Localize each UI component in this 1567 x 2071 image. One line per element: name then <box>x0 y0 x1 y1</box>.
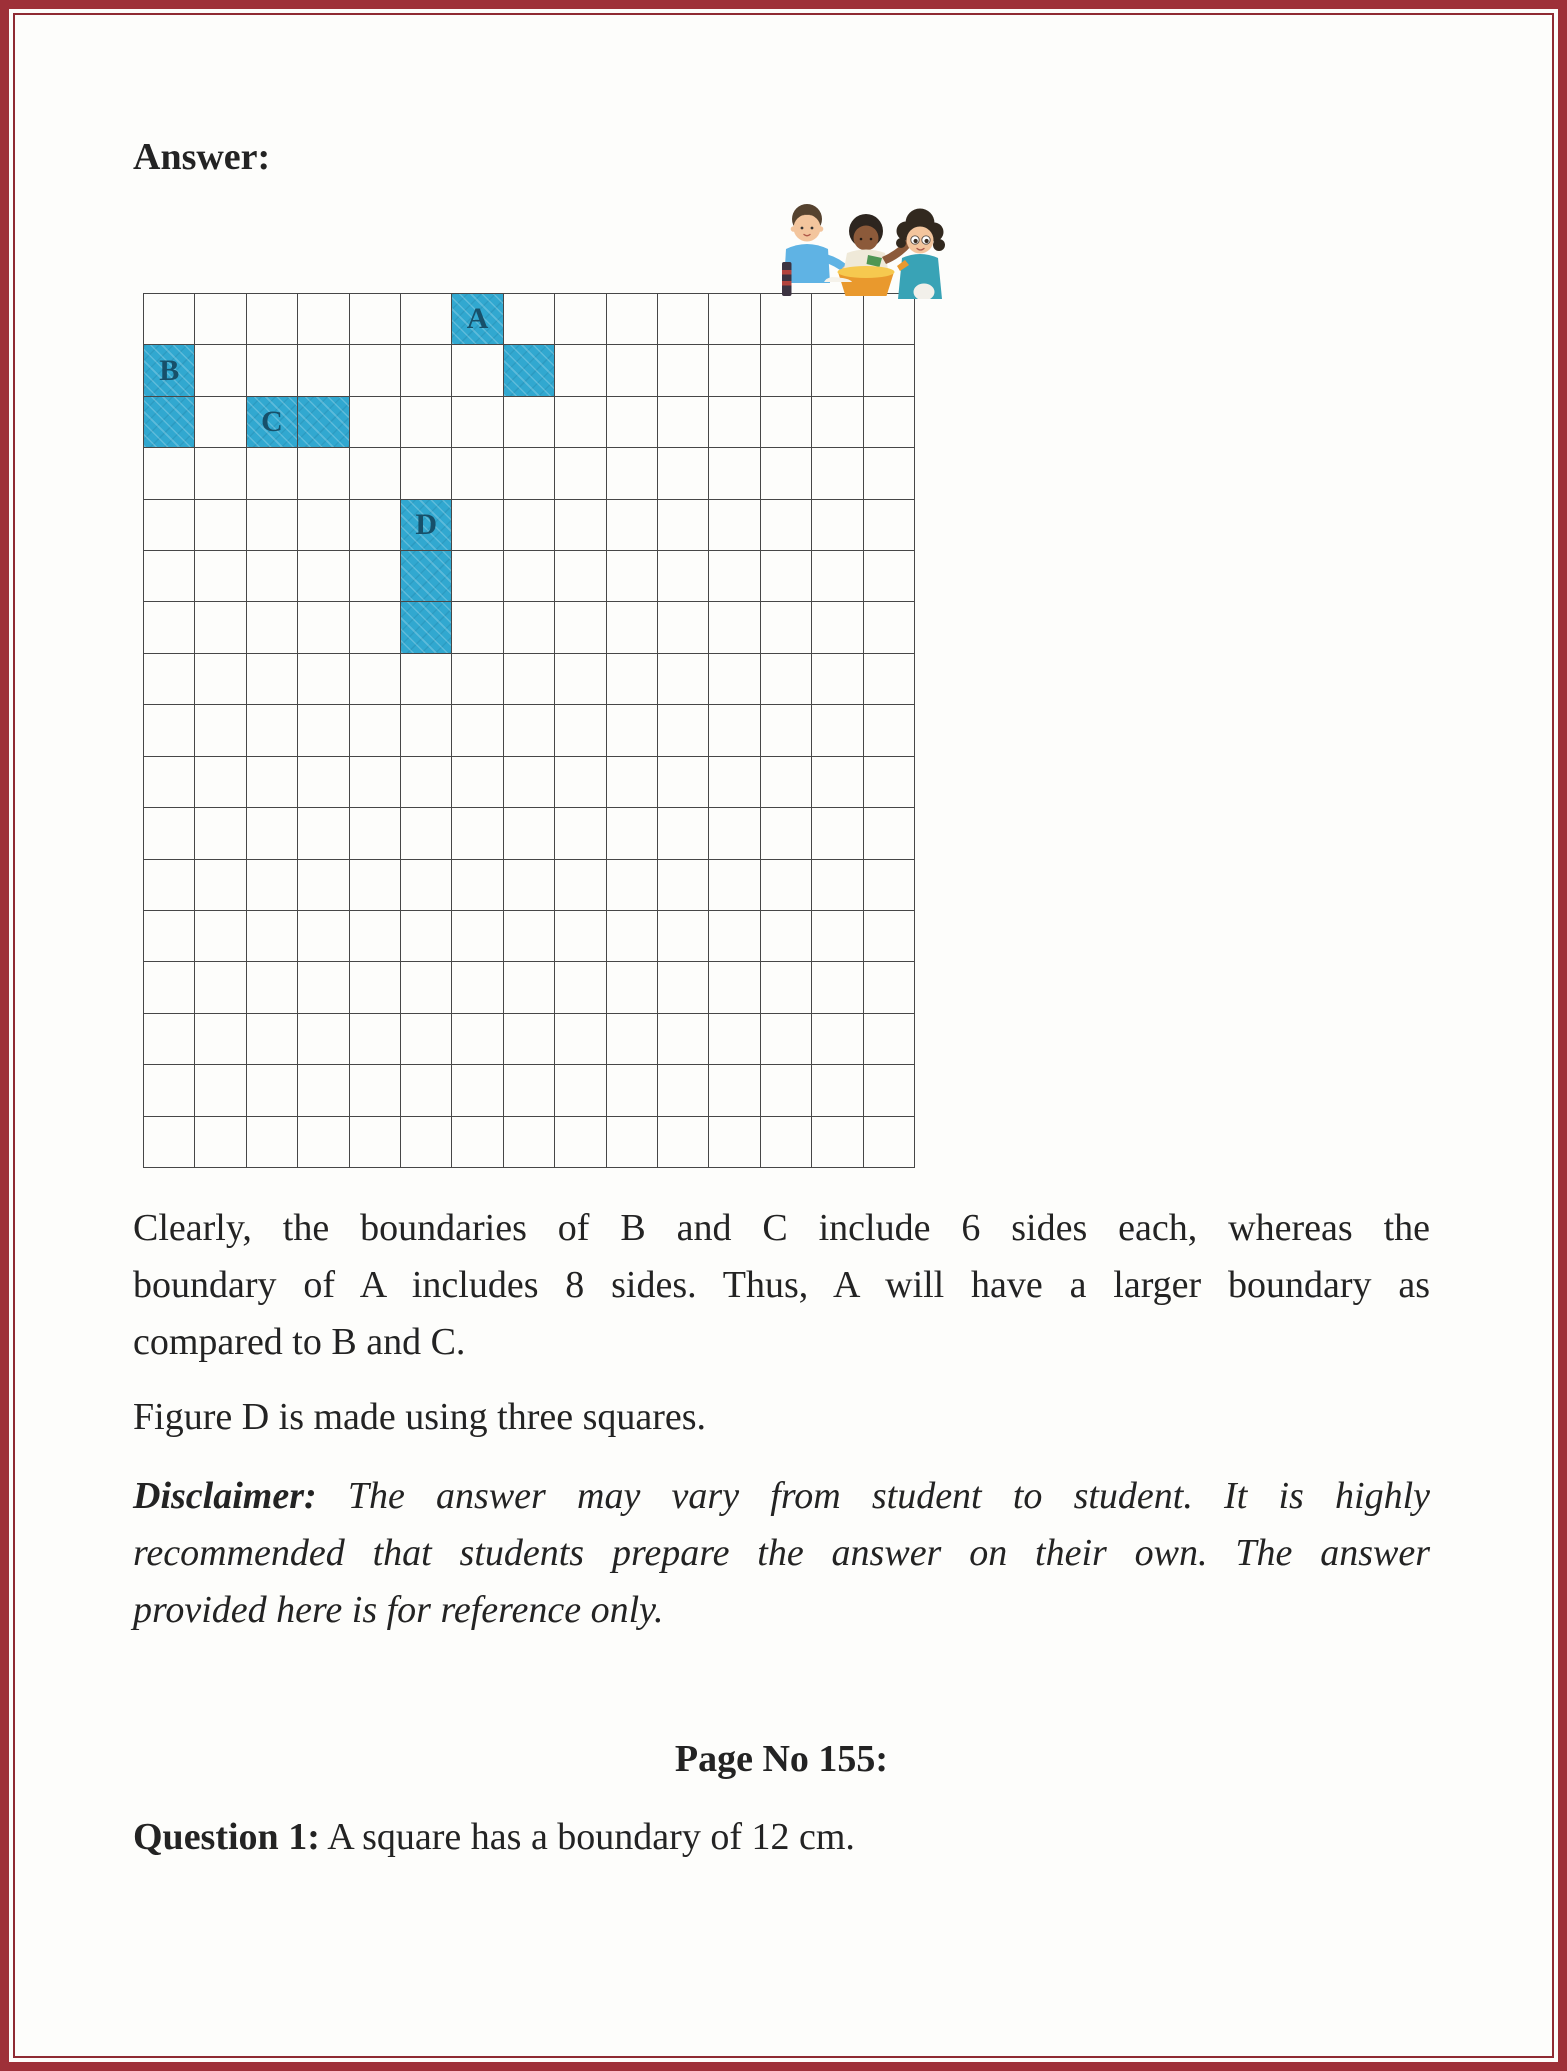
grid-cell <box>247 654 298 705</box>
paragraph-line <box>133 1468 1430 1525</box>
grid-cell <box>350 1117 401 1168</box>
grid-cell <box>607 1065 658 1116</box>
grid-cell <box>401 757 452 808</box>
grid-cell <box>607 1117 658 1168</box>
grid-cell <box>350 757 401 808</box>
grid-cell <box>144 757 195 808</box>
grid-cell <box>555 294 606 345</box>
grid-cell <box>195 500 246 551</box>
grid-cell <box>247 602 298 653</box>
grid-cell <box>247 1014 298 1065</box>
grid-cell <box>555 705 606 756</box>
grid-cell <box>350 500 401 551</box>
grid-cell <box>504 705 555 756</box>
grid-cell <box>812 1065 863 1116</box>
grid-cell <box>504 757 555 808</box>
grid-cell <box>607 1014 658 1065</box>
grid-cell <box>144 808 195 859</box>
grid-cell <box>658 1014 709 1065</box>
grid-cell <box>350 397 401 448</box>
grid-cell <box>195 1014 246 1065</box>
figure-label-C: C <box>261 405 283 439</box>
grid-cell <box>504 962 555 1013</box>
grid-cell <box>658 911 709 962</box>
grid-cell <box>555 654 606 705</box>
grid-cell <box>607 757 658 808</box>
grid-cell <box>812 962 863 1013</box>
grid-cell <box>709 705 760 756</box>
grid-cell <box>709 860 760 911</box>
grid-cell <box>812 294 863 345</box>
explanation-paragraph <box>133 1200 1430 1371</box>
grid-cell-shaded <box>298 397 349 448</box>
grid-cell <box>864 808 915 859</box>
grid-cell <box>298 654 349 705</box>
grid-cell <box>452 397 503 448</box>
grid-cell <box>709 294 760 345</box>
grid-cell <box>452 345 503 396</box>
grid-cell <box>504 1014 555 1065</box>
grid-cell <box>452 911 503 962</box>
grid-cell <box>761 962 812 1013</box>
grid-cell <box>144 551 195 602</box>
grid-cell <box>555 602 606 653</box>
grid-cell <box>555 860 606 911</box>
grid-cell <box>864 602 915 653</box>
grid-cell <box>658 962 709 1013</box>
answer-grid <box>143 293 915 1168</box>
grid-cell <box>401 1065 452 1116</box>
disclaimer-text: The answer may vary from student to student. It is highly <box>316 1475 1430 1517</box>
grid-cell <box>761 397 812 448</box>
grid-cell <box>761 757 812 808</box>
grid-cell <box>401 1117 452 1168</box>
paragraph-line: compared to B and C. <box>133 1321 466 1363</box>
grid-cell <box>658 294 709 345</box>
grid-cell <box>709 1014 760 1065</box>
grid-cell <box>812 345 863 396</box>
paragraph-line: Clearly, the boundaries of B and C include 6 sides each, whereas the <box>133 1207 1430 1249</box>
grid-cell <box>195 345 246 396</box>
grid-cell <box>452 448 503 499</box>
grid-cell <box>350 448 401 499</box>
grid-cell <box>607 860 658 911</box>
page-number-heading: Page No 155: <box>674 1738 889 1780</box>
grid-cell <box>195 860 246 911</box>
grid-cell <box>812 397 863 448</box>
grid-cell <box>401 294 452 345</box>
grid-cell <box>144 500 195 551</box>
grid-cell <box>658 448 709 499</box>
grid-cell <box>401 705 452 756</box>
grid-cell <box>864 705 915 756</box>
grid-cell <box>812 602 863 653</box>
grid-cell <box>144 962 195 1013</box>
grid-cell <box>195 397 246 448</box>
grid-cell <box>195 757 246 808</box>
grid-cell <box>761 654 812 705</box>
grid-cell <box>350 654 401 705</box>
grid-cell <box>298 860 349 911</box>
grid-cell <box>452 551 503 602</box>
grid-cell <box>607 345 658 396</box>
grid-cell <box>555 551 606 602</box>
grid-cell <box>452 1014 503 1065</box>
grid-cell <box>812 1014 863 1065</box>
grid-cell <box>709 808 760 859</box>
grid-cell <box>864 551 915 602</box>
grid-cell <box>761 808 812 859</box>
grid-cell <box>144 1065 195 1116</box>
grid-cell <box>298 602 349 653</box>
grid-cell <box>607 808 658 859</box>
grid-cell <box>401 860 452 911</box>
question-label: Question 1: <box>133 1816 320 1858</box>
grid-cell <box>607 911 658 962</box>
grid-cell <box>658 757 709 808</box>
grid-cell <box>298 705 349 756</box>
grid-cell <box>298 1014 349 1065</box>
grid-cell <box>658 654 709 705</box>
grid-cell <box>812 448 863 499</box>
girl-right-figure <box>896 209 945 300</box>
grid-cell <box>401 808 452 859</box>
grid-cell <box>761 705 812 756</box>
grid-cell <box>864 757 915 808</box>
grid-cell <box>709 1117 760 1168</box>
grid-cell <box>555 397 606 448</box>
grid-cell <box>504 1065 555 1116</box>
grid-cell <box>812 551 863 602</box>
paragraph-line: recommended that students prepare the answer on their own. The answer <box>133 1532 1430 1574</box>
grid-cell <box>401 654 452 705</box>
grid-cell <box>247 294 298 345</box>
grid-cell <box>709 345 760 396</box>
grid-cell <box>864 1065 915 1116</box>
grid-cell <box>298 448 349 499</box>
grid-cell <box>350 911 401 962</box>
grid-cell <box>350 808 401 859</box>
grid-cell <box>709 654 760 705</box>
grid-cell <box>812 654 863 705</box>
disclaimer-paragraph <box>133 1468 1430 1639</box>
grid-cell <box>761 1065 812 1116</box>
grid-cell <box>761 911 812 962</box>
grid-cell <box>607 448 658 499</box>
grid-cell <box>504 654 555 705</box>
grid-cell <box>144 294 195 345</box>
grid-cell <box>864 654 915 705</box>
paragraph-line: boundary of A includes 8 sides. Thus, A will have a larger boundary as <box>133 1264 1430 1306</box>
grid-cell-shaded <box>504 345 555 396</box>
figure-d-paragraph: Figure D is made using three squares. <box>133 1396 707 1438</box>
grid-cell <box>709 602 760 653</box>
grid-cell <box>452 1065 503 1116</box>
grid-cell <box>864 962 915 1013</box>
grid-cell-shaded <box>144 397 195 448</box>
grid-cell <box>350 294 401 345</box>
grid-cell <box>864 294 915 345</box>
grid-cell-shaded <box>401 602 452 653</box>
grid-cell <box>350 602 401 653</box>
grid-cell <box>658 551 709 602</box>
grid-cell <box>350 1014 401 1065</box>
grid-cell <box>195 705 246 756</box>
grid-cell <box>401 911 452 962</box>
grid-cell <box>247 808 298 859</box>
grid-cell <box>247 705 298 756</box>
grid-cell <box>298 500 349 551</box>
grid-cell <box>452 602 503 653</box>
grid-cell <box>401 1014 452 1065</box>
grid-cell <box>607 962 658 1013</box>
question-line <box>133 1809 1430 1866</box>
grid-cell <box>812 500 863 551</box>
grid-cell <box>761 602 812 653</box>
grid-cell <box>864 1117 915 1168</box>
grid-cell <box>555 448 606 499</box>
grid-cell <box>658 500 709 551</box>
grid-cell <box>658 808 709 859</box>
children-illustration <box>774 200 956 299</box>
grid-cell <box>812 705 863 756</box>
grid-cell <box>555 1014 606 1065</box>
grid-cell <box>144 602 195 653</box>
grid-cell <box>504 808 555 859</box>
grid-cell <box>504 448 555 499</box>
grid-cell <box>555 500 606 551</box>
grid-cell <box>350 345 401 396</box>
grid-cell-shaded <box>247 397 298 448</box>
grid-cell <box>298 808 349 859</box>
grid-cell <box>658 602 709 653</box>
grid-cell <box>555 962 606 1013</box>
grid-cell <box>247 551 298 602</box>
disclaimer-label: Disclaimer: <box>133 1475 317 1517</box>
grid-cell <box>607 551 658 602</box>
grid-cell <box>247 500 298 551</box>
grid-cell <box>452 860 503 911</box>
answer-heading: Answer: <box>133 136 271 178</box>
grid-cell <box>864 448 915 499</box>
grid-cell <box>452 500 503 551</box>
grid-cell <box>864 1014 915 1065</box>
grid-cell <box>247 1065 298 1116</box>
grid-cell <box>555 1117 606 1168</box>
grid-cell <box>298 1117 349 1168</box>
grid-cell <box>864 860 915 911</box>
grid-cell <box>864 911 915 962</box>
grid-cell <box>658 397 709 448</box>
grid-cell <box>452 1117 503 1168</box>
grid-cell <box>658 1065 709 1116</box>
grid-cell <box>504 294 555 345</box>
grid-cell <box>144 654 195 705</box>
paragraph-line: provided here is for reference only. <box>133 1589 664 1631</box>
grid-cell <box>350 705 401 756</box>
grid-cell <box>658 860 709 911</box>
grid-cell <box>555 345 606 396</box>
grid-cell <box>195 551 246 602</box>
grid-cell <box>144 1117 195 1168</box>
grid-cell <box>298 294 349 345</box>
grid-cell <box>812 911 863 962</box>
grid-cell <box>350 1065 401 1116</box>
grid-cell <box>555 1065 606 1116</box>
grid-cell <box>607 654 658 705</box>
grid-cell <box>658 1117 709 1168</box>
grid-cell <box>761 551 812 602</box>
grid-cell <box>452 808 503 859</box>
grid-cell <box>709 757 760 808</box>
grid-cell-shaded <box>144 345 195 396</box>
grid-cell <box>247 345 298 396</box>
grid-cell <box>144 705 195 756</box>
grid-cell <box>864 397 915 448</box>
grid-cell <box>504 911 555 962</box>
figure-label-B: B <box>159 353 180 387</box>
grid-cell-shaded <box>401 500 452 551</box>
grid-cell <box>195 808 246 859</box>
grid-cell <box>709 500 760 551</box>
grid-cell <box>864 345 915 396</box>
grid-cell <box>658 705 709 756</box>
grid-cell <box>350 962 401 1013</box>
grid-cell <box>709 962 760 1013</box>
grid-cell <box>812 1117 863 1168</box>
grid-cell <box>401 962 452 1013</box>
grid-cell <box>452 654 503 705</box>
grid-cell <box>144 448 195 499</box>
grid-cell <box>195 1065 246 1116</box>
grid-cell <box>401 448 452 499</box>
grid-cell <box>144 1014 195 1065</box>
grid-cell <box>195 294 246 345</box>
grid-cell <box>812 808 863 859</box>
grid-cell <box>709 911 760 962</box>
grid-cell <box>452 705 503 756</box>
grid-cell <box>298 345 349 396</box>
grid-cell <box>709 551 760 602</box>
grid-cell <box>607 500 658 551</box>
grid-cell <box>761 345 812 396</box>
grid-cell <box>812 757 863 808</box>
grid-cell <box>247 448 298 499</box>
question-text: A square has a boundary of 12 cm. <box>319 1816 855 1858</box>
grid-cell <box>195 962 246 1013</box>
grid-cell <box>195 911 246 962</box>
grid-cell <box>504 1117 555 1168</box>
grid-cell <box>761 294 812 345</box>
grid-cell <box>709 1065 760 1116</box>
grid-cell <box>298 551 349 602</box>
grid-cell <box>195 602 246 653</box>
grid-cell <box>555 911 606 962</box>
grid-cell-shaded <box>452 294 503 345</box>
grid-cell <box>864 500 915 551</box>
grid-cell <box>761 1014 812 1065</box>
grid-cell <box>247 1117 298 1168</box>
grid-cell <box>761 448 812 499</box>
grid-cell <box>401 345 452 396</box>
grid-cell <box>452 757 503 808</box>
grid-cell <box>195 1117 246 1168</box>
figure-label-D: D <box>415 507 438 541</box>
grid-cell <box>709 448 760 499</box>
grid-cell <box>298 1065 349 1116</box>
grid-cell <box>298 757 349 808</box>
grid-cell <box>350 551 401 602</box>
boy-left-figure <box>782 204 850 296</box>
grid-cell <box>607 397 658 448</box>
grid-cell <box>247 757 298 808</box>
grid-cell <box>298 911 349 962</box>
grid-cell <box>761 500 812 551</box>
grid-cell <box>350 860 401 911</box>
grid-cell <box>504 860 555 911</box>
figure-label-A: A <box>466 302 489 336</box>
grid-cell <box>607 294 658 345</box>
grid-cell <box>247 911 298 962</box>
grid-cell <box>761 860 812 911</box>
grid-cell <box>247 962 298 1013</box>
grid-cell <box>195 448 246 499</box>
grid-cell <box>607 705 658 756</box>
grid-cell <box>504 551 555 602</box>
grid-cell-shaded <box>401 551 452 602</box>
grid-cell <box>555 757 606 808</box>
grid-cell <box>504 500 555 551</box>
grid-cell <box>812 860 863 911</box>
grid-cell <box>658 345 709 396</box>
grid-cell <box>452 962 503 1013</box>
grid-cell <box>504 602 555 653</box>
grid-cell <box>555 808 606 859</box>
grid-cell <box>709 397 760 448</box>
grid-cell <box>401 397 452 448</box>
grid-cell <box>144 911 195 962</box>
grid-cell <box>607 602 658 653</box>
grid-cell <box>144 860 195 911</box>
grid-cell <box>504 397 555 448</box>
grid-cell <box>247 860 298 911</box>
grid-cell <box>761 1117 812 1168</box>
grid-cell <box>195 654 246 705</box>
grid-cell <box>298 962 349 1013</box>
